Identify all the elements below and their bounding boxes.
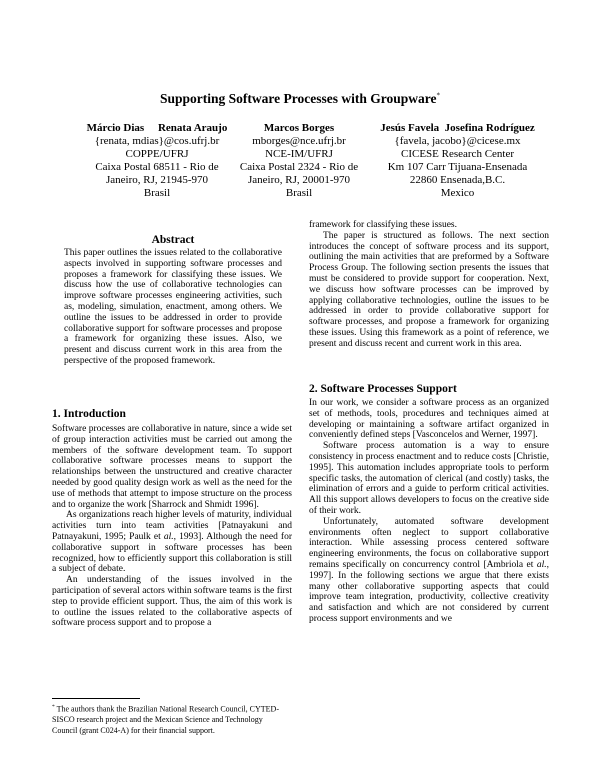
- abstract-text: This paper outlines the issues related to the collaborative aspects involved in supporting software processes and proposes a framework for classifying these issues. We discuss how the use of collaborative technologies can improve software processes engineering activities, such as, modeling, simulation, enactment, among others. We outline the issues to be addressed in order to provide collaborative support for software processes and propose a framework for organizing these issues. Also, we present and discuss current work in this area from the perspective of the proposed framework.: [64, 248, 282, 366]
- author-group-3: [365, 122, 550, 200]
- author-org: NCE-IM/UFRJ: [265, 148, 333, 160]
- intro-continuation: [309, 220, 549, 350]
- author-address-line: Km 107 Carr Tijuana-Ensenada: [387, 161, 528, 173]
- author-country: Brasil: [285, 187, 313, 199]
- author-block: [0, 122, 600, 212]
- section-heading-software-processes-support: 2. Software Processes Support: [309, 383, 457, 395]
- author-address-line: Caixa Postal 68511 - Rio de: [95, 161, 219, 173]
- footnote: * The authors thank the Brazilian National Research Council, CYTED-SISCO research project and the Mexican Science and Technology Council (grant C024-A) for their financial support.: [52, 704, 279, 735]
- author-email: {renata, mdias}@cos.ufrj.br: [94, 135, 220, 147]
- abstract-body: [64, 248, 282, 367]
- paragraph: An understanding of the issues involved in the participation of several actors within software teams is the first step to provide efficient support. Thus, the aim of this work is to outline the issues related to the collaborative aspects of software process support and to propose a: [52, 575, 292, 629]
- author-address-line: Janeiro, RJ, 20001-970: [247, 174, 351, 186]
- paragraph: Unfortunately, automated software development environments often neglect to support collaborative interaction. While assessing process centered software engineering environments, the focus on collaborative support remains specifically on concurrency control [Ambriola et al., 1997]. In the following sections we argue that there exists many other collaborative supporting aspects that could improve team integration, productivity, collective creativity and satisfaction and which are not considered by current process support environments and we: [309, 516, 549, 624]
- author-org: CICESE Research Center: [400, 148, 515, 160]
- paragraph: Software processes are collaborative in nature, since a wide set of group interaction activities must be carried out among the members of the software development team. To support collaborative software processes means to support the relationships between the unstructured and creative character needed by good quality design work as well as the need for the use of methods that attempt to impose structure on the process and to organize the work [Sharrock and Shmidt 1996].: [52, 424, 292, 510]
- author-country: Brasil: [143, 187, 171, 199]
- footnote-separator: [52, 698, 140, 699]
- paragraph: The paper is structured as follows. The next section introduces the concept of software process and its support, outlining the main activities that are preformed by a Software Process Group. The following section presents the issues that must be considered to provide support for cooperation. Next, we discuss how software processes can be improved by applying collaborative technologies, outline the issues to be addressed in order to provide collaborative support for software processes, and propose a framework for organizing these issues. Using this framework as a point of reference, we present and discuss recent and current work in this area.: [309, 230, 549, 349]
- footnote-mark: *: [52, 704, 55, 710]
- author-address-line: 22860 Ensenada,B.C.: [409, 174, 506, 186]
- introduction-body: [52, 424, 292, 629]
- author-email: {favela, jacobo}@cicese.mx: [394, 135, 521, 147]
- paragraph: framework for classifying these issues.: [309, 220, 458, 230]
- author-email: mborges@nce.ufrj.br: [252, 135, 346, 147]
- section2-body: [309, 398, 549, 625]
- author-names: Marcos Borges: [263, 122, 335, 134]
- author-names: Jesús Favela Josefina Rodríguez: [380, 122, 535, 134]
- author-country: Mexico: [440, 187, 475, 199]
- title-footnote-mark: *: [436, 91, 440, 100]
- author-group-2: [218, 122, 380, 200]
- section-heading-introduction: 1. Introduction: [52, 408, 126, 420]
- paragraph: Software process automation is a way to ensure consistency in process enactment and to reduce costs [Christie, 1995]. This automation includes appropriate tools to perform specific tasks, the automation of clerical (and costly) tasks, the elimination of errors and a guide to perform critical activities. All this support allows developers to focus on the creative side of their work.: [309, 441, 549, 516]
- paper-title: Supporting Software Processes with Groupware*: [159, 91, 440, 106]
- paragraph: In our work, we consider a software process as an organized set of methods, tools, procedures and techniques aimed at developing or maintaining a software artifact organized in conveniently defined steps [Vasconcelos and Werner, 1997].: [309, 398, 549, 441]
- author-address-line: Janeiro, RJ, 21945-970: [105, 174, 209, 186]
- paragraph: As organizations reach higher levels of maturity, individual activities turn into team activities [Patnayakuni and Patnayakuni, 1995; Paulk et al., 1993]. Although the need for collaborative support in software processes has been recognized, how to efficiently support this collaboration is still a subject of debate.: [52, 510, 292, 575]
- author-names: Márcio Dias Renata Araujo: [86, 122, 228, 134]
- abstract-heading: Abstract: [151, 234, 195, 246]
- author-address-line: Caixa Postal 2324 - Rio de: [239, 161, 359, 173]
- author-org: COPPE/UFRJ: [125, 148, 189, 160]
